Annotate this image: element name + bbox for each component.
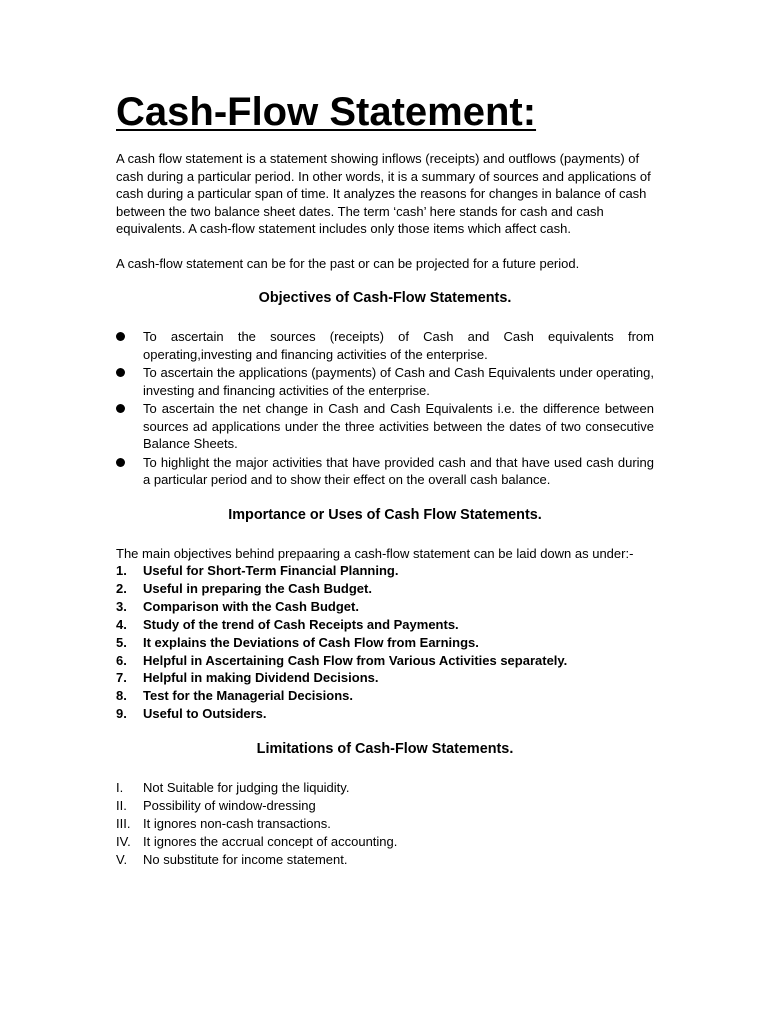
objective-item: To ascertain the sources (receipts) of Cash and Cash equivalents from operating,investing and financing activities of the enterprise. xyxy=(116,328,654,363)
bullet-icon xyxy=(116,332,125,341)
bullet-icon xyxy=(116,458,125,467)
importance-heading: Importance or Uses of Cash Flow Statements. xyxy=(228,506,542,523)
page-title: Cash-Flow Statement: xyxy=(116,90,537,134)
importance-item: 6. Helpful in Ascertaining Cash Flow from Various Activities separately. xyxy=(116,652,568,668)
objective-item: To ascertain the applications (payments) of Cash and Cash Equivalents under operating, investing and financing activities of the enterprise. xyxy=(116,364,654,399)
importance-intro: The main objectives behind prepaaring a cash-flow statement can be laid down as under:- xyxy=(116,545,634,561)
importance-list xyxy=(116,562,654,723)
intro-paragraph: A cash flow statement is a statement showing inflows (receipts) and outflows (payments) of cash during a particular period. In other words, it is a summary of sources and applications of cash during a particular span of time. It analyzes the reasons for changes in balance of cash between the two balance sheet dates. The term ‘cash’ here stands for cash and cash equivalents. A cash-flow statement includes only those items which affect cash. xyxy=(116,151,651,236)
importance-item: 8. Test for the Managerial Decisions. xyxy=(116,688,353,704)
intro-paragraph: A cash-flow statement can be for the past or can be projected for a future period. xyxy=(116,255,580,271)
bullet-icon xyxy=(116,404,125,413)
limitation-item: III. It ignores non-cash transactions. xyxy=(116,815,331,831)
importance-item: 4. Study of the trend of Cash Receipts and Payments. xyxy=(116,616,459,632)
importance-item: 7. Helpful in making Dividend Decisions. xyxy=(116,670,379,686)
objectives-list xyxy=(116,328,654,489)
importance-item: 5. It explains the Deviations of Cash Flow from Earnings. xyxy=(116,634,479,650)
limitation-item: IV. It ignores the accrual concept of accounting. xyxy=(116,833,398,849)
limitations-list xyxy=(116,779,654,869)
limitation-item: I. Not Suitable for judging the liquidity. xyxy=(116,780,350,796)
bullet-icon xyxy=(116,368,125,377)
importance-item: 3. Comparison with the Cash Budget. xyxy=(116,598,359,614)
limitations-heading: Limitations of Cash-Flow Statements. xyxy=(256,741,514,758)
importance-item: 9. Useful to Outsiders. xyxy=(116,706,267,722)
objective-item: To highlight the major activities that have provided cash and that have used cash during a particular period and to show their effect on the overall cash balance. xyxy=(116,454,654,489)
objectives-heading: Objectives of Cash-Flow Statements. xyxy=(258,290,512,306)
importance-item: 2. Useful in preparing the Cash Budget. xyxy=(116,580,372,596)
limitation-item: V. No substitute for income statement. xyxy=(116,851,348,867)
objective-item: To ascertain the net change in Cash and Cash Equivalents i.e. the difference between sources ad applications under the three activities between the dates of two consecutive Balance Sheets. xyxy=(116,400,654,453)
limitation-item: II. Possibility of window-dressing xyxy=(116,798,316,814)
importance-item: 1. Useful for Short-Term Financial Planning. xyxy=(116,563,399,578)
